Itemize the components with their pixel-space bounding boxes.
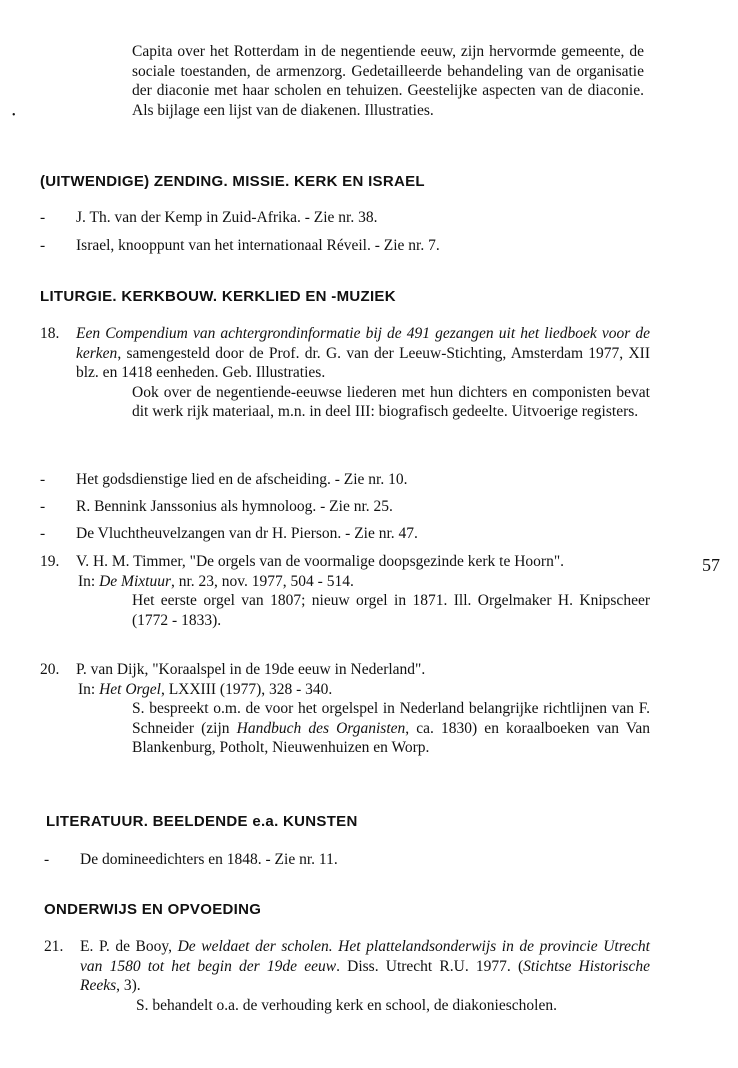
bibliography-entry-20 [40, 660, 650, 758]
list-item-text: Het godsdienstige lied en de afscheiding. - Zie nr. 10. [76, 471, 408, 488]
annotation-title: Handbuch des Organisten [236, 719, 406, 737]
list-item-text: De domineedichters en 1848. - Zie nr. 11. [80, 851, 338, 868]
entry-number: 21. [44, 938, 64, 955]
entry-details: , samengesteld door de Prof. dr. G. van der Leeuw-Stichting, Amsterdam 1977, XII blz. en 1418 eenheden. Geb. Illustraties. [76, 344, 650, 381]
dash-marker: - [44, 851, 50, 868]
list-item-text: Israel, knooppunt van het internationaal Réveil. - Zie nr. 7. [76, 237, 440, 254]
margin-bullet: • [12, 110, 16, 121]
list-item [44, 850, 654, 870]
list-item [40, 524, 650, 544]
entry-source [78, 680, 650, 700]
entry-citation: P. van Dijk, "Koraalspel in de 19de eeuw in Nederland". [76, 661, 426, 678]
entry-details-end: , 3). [116, 977, 141, 994]
dash-marker: - [40, 525, 46, 542]
dash-marker: - [40, 498, 46, 515]
list-item [40, 470, 650, 490]
annotation-part: , ca. 1830) en koraalboeken van Van Blankenburg, Potholt, Nieuwenhuizen en Worp. [132, 719, 650, 756]
entry-title: De weldaet der scholen. Het plattelandsonderwijs in de provincie Utrecht van 1580 tot het begin der 19de eeuw [80, 938, 650, 975]
dash-marker: - [40, 237, 46, 254]
entry-number: 18. [40, 325, 60, 342]
page-number: 57 [702, 555, 720, 575]
entry-number: 19. [40, 553, 60, 570]
annotation-part: S. bespreekt o.m. de voor het orgelspel in Nederland belangrijke richtlijnen van F. Schneider (zijn [132, 700, 650, 737]
bibliography-entry-21 [44, 937, 650, 1015]
entry-series: Stichtse Historische Reeks [80, 957, 650, 994]
list-item [40, 208, 650, 228]
bibliography-entry-18 [40, 324, 650, 422]
source-details: , LXXIII (1977), 328 - 340. [160, 680, 333, 698]
entry-source [78, 572, 650, 592]
entry-details: . Diss. Utrecht R.U. 1977. ( [336, 957, 524, 975]
list-item [40, 497, 650, 517]
section-heading-literatuur: LITERATUUR. BEELDENDE e.a. KUNSTEN [46, 813, 358, 830]
source-title: De Mixtuur [99, 572, 171, 590]
entry-number: 20. [40, 661, 60, 678]
dash-marker: - [40, 209, 46, 226]
list-item [40, 236, 650, 256]
entry-annotation: Ook over de negentiende-eeuwse liederen met hun dichters en componisten bevat dit werk rijk materiaal, m.n. in deel III: biografisch gedeelte. Uitvoerige registers. [132, 383, 650, 420]
entry-title: Een Compendium van achtergrondinformatie bij de 491 gezangen uit het liedboek voor de kerken [76, 325, 650, 362]
dash-marker: - [40, 471, 46, 488]
entry-author: E. P. de Booy, [80, 938, 178, 955]
intro-paragraph [132, 42, 644, 120]
entry-citation [76, 324, 650, 383]
entry-annotation [132, 699, 650, 758]
source-title: Het Orgel [99, 680, 161, 698]
intro-text: Capita over het Rotterdam in de negentiende eeuw, zijn hervormde gemeente, de sociale toestanden, de armenzorg. Gedetailleerde behandeling van de organisatie der diaconie met haar scholen en tehuizen. Geestelijke aspecten van de diaconie. Als bijlage een lijst van de diakenen. Illustraties. [132, 43, 644, 119]
section-heading-zending: (UITWENDIGE) ZENDING. MISSIE. KERK EN ISRAEL [40, 173, 425, 190]
entry-citation [80, 937, 650, 996]
list-item-text: R. Bennink Janssonius als hymnoloog. - Zie nr. 25. [76, 498, 393, 515]
entry-annotation: S. behandelt o.a. de verhouding kerk en school, de diakoniescholen. [136, 996, 557, 1014]
bibliography-entry-19 [40, 552, 650, 630]
source-details: , nr. 23, nov. 1977, 504 - 514. [170, 572, 354, 590]
entry-annotation: Het eerste orgel van 1807; nieuw orgel in 1871. Ill. Orgelmaker H. Knipscheer (1772 - 1833). [132, 592, 650, 629]
list-item-text: J. Th. van der Kemp in Zuid-Afrika. - Zie nr. 38. [76, 209, 378, 226]
entry-citation: V. H. M. Timmer, "De orgels van de voormalige doopsgezinde kerk te Hoorn". [76, 553, 565, 570]
section-heading-liturgie: LITURGIE. KERKBOUW. KERKLIED EN -MUZIEK [40, 288, 396, 305]
source-prefix: In: [78, 572, 100, 590]
section-heading-onderwijs: ONDERWIJS EN OPVOEDING [44, 901, 262, 918]
source-prefix: In: [78, 680, 100, 698]
list-item-text: De Vluchtheuvelzangen van dr H. Pierson. - Zie nr. 47. [76, 525, 418, 542]
